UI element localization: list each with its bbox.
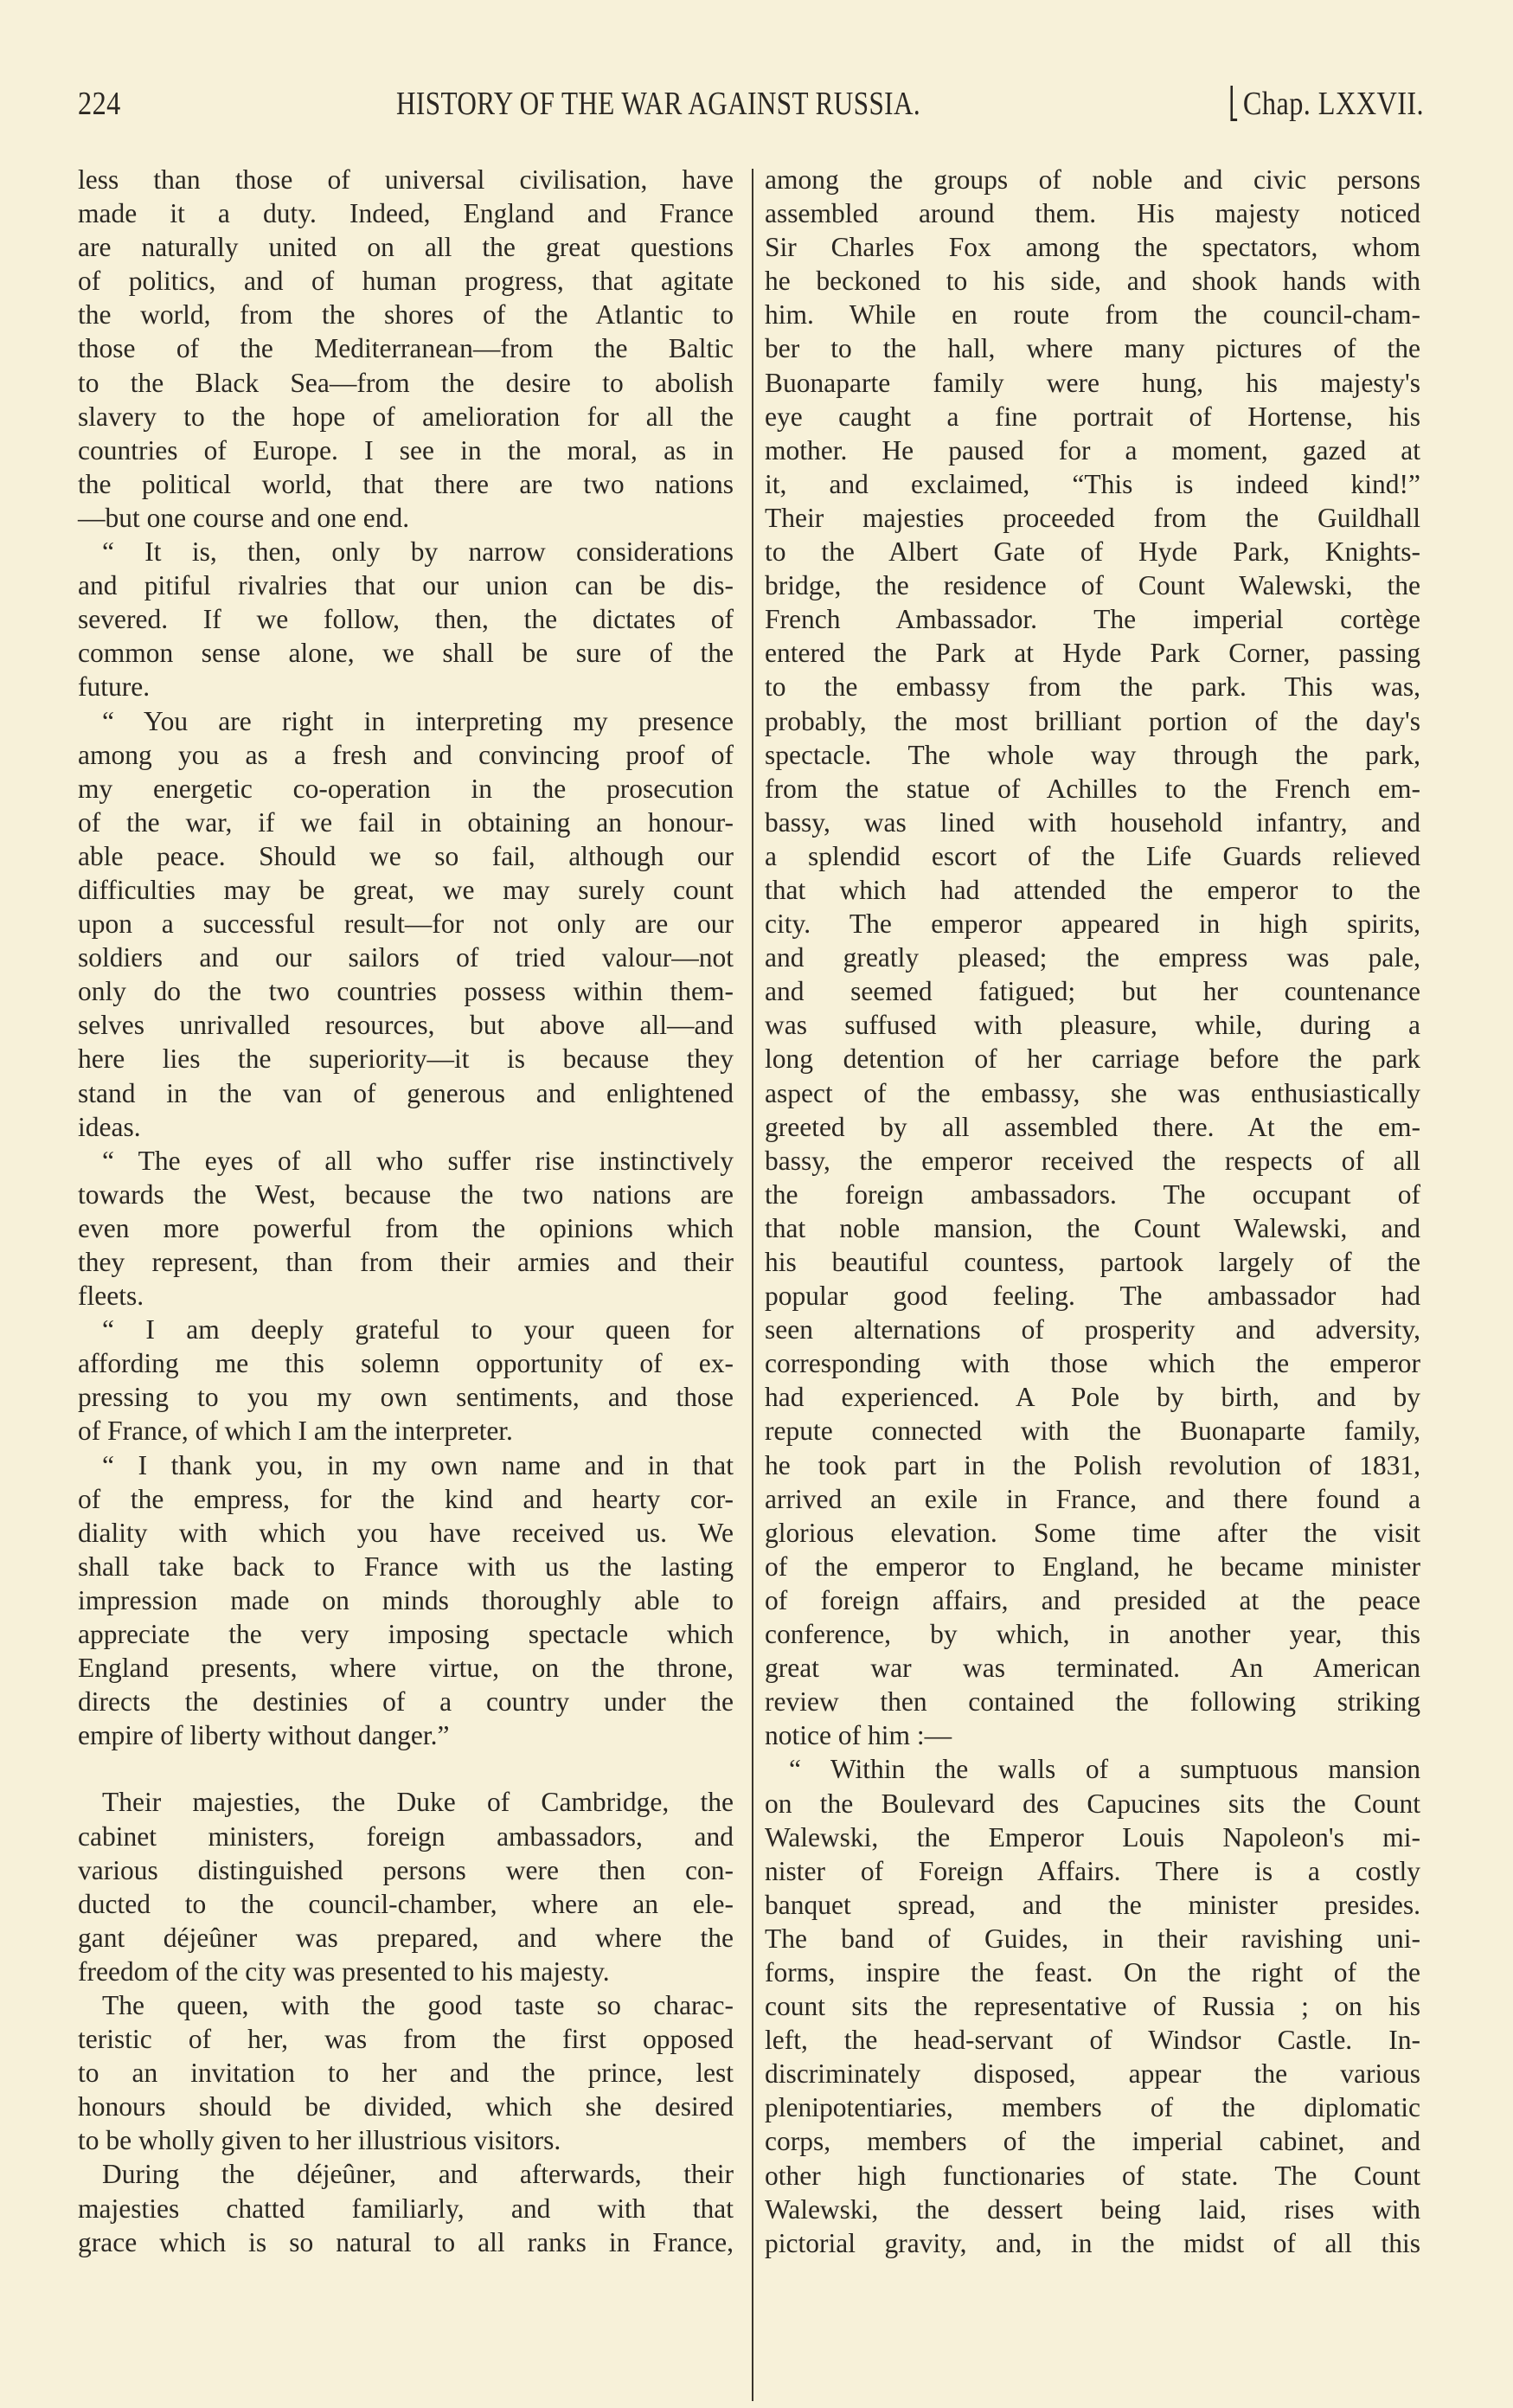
- text-line: of the emperor to England, he became minister: [765, 1551, 1420, 1582]
- paragraph: [78, 1448, 734, 1753]
- text-line: towards the West, because the two nations are: [78, 1178, 734, 1210]
- text-line: assembled around them. His majesty noticed: [765, 198, 1420, 229]
- text-line: entered the Park at Hyde Park Corner, passing: [765, 638, 1420, 669]
- text-line: corresponding with those which the emperor: [765, 1348, 1420, 1379]
- text-line: popular good feeling. The ambassador had: [765, 1281, 1420, 1312]
- running-title: HISTORY OF THE WAR AGAINST RUSSIA.: [396, 86, 921, 122]
- text-line: probably, the most brilliant portion of the day's: [765, 705, 1420, 736]
- text-line: Sir Charles Fox among the spectators, whom: [765, 232, 1420, 263]
- text-line: affording me this solemn opportunity of ex-: [78, 1348, 734, 1379]
- text-line: left, the head-servant of Windsor Castle. In-: [765, 2025, 1420, 2056]
- text-line: pictorial gravity, and, in the midst of all this: [765, 2227, 1420, 2258]
- text-line: greeted by all assembled there. At the em-: [765, 1111, 1420, 1142]
- text-line: French Ambassador. The imperial cortège: [765, 604, 1420, 635]
- text-line: to an invitation to her and the prince, lest: [78, 2058, 734, 2089]
- text-line: are naturally united on all the great questions: [78, 232, 734, 263]
- text-line: banquet spread, and the minister presides.: [765, 1889, 1420, 1920]
- text-line: other high functionaries of state. The Count: [765, 2160, 1420, 2191]
- text-line: to be wholly given to her illustrious visitors.: [78, 2125, 561, 2156]
- text-line: of France, of which I am the interpreter.: [78, 1416, 513, 1447]
- text-line: of the war, if we fail in obtaining an honour-: [78, 806, 734, 838]
- page-number: 224: [78, 86, 121, 122]
- text-line: Buonaparte family were hung, his majesty's: [765, 367, 1420, 398]
- text-line: empire of liberty without danger.”: [78, 1720, 450, 1751]
- text-line: city. The emperor appeared in high spirits,: [765, 909, 1420, 940]
- text-line: severed. If we follow, then, the dictates of: [78, 604, 734, 635]
- text-line: shall take back to France with us the lasting: [78, 1551, 734, 1582]
- text-line: on the Boulevard des Capucines sits the Count: [765, 1788, 1420, 1819]
- text-line: it, and exclaimed, “This is indeed kind!”: [765, 468, 1420, 499]
- text-line: a splendid escort of the Life Guards relieved: [765, 840, 1420, 871]
- text-line: had experienced. A Pole by birth, and by: [765, 1382, 1420, 1413]
- text-line: my energetic co-operation in the prosecution: [78, 773, 734, 804]
- text-line: he beckoned to his side, and shook hands with: [765, 266, 1420, 297]
- text-line: diality with which you have received us. We: [78, 1517, 734, 1548]
- text-line: bridge, the residence of Count Walewski, the: [765, 570, 1420, 601]
- text-line: During the déjeûner, and afterwards, their: [102, 2159, 734, 2190]
- text-line: long detention of her carriage before the park: [765, 1043, 1420, 1075]
- text-line: arrived an exile in France, and there found a: [765, 1483, 1420, 1514]
- text-line: common sense alone, we shall be sure of the: [78, 638, 734, 669]
- text-line: majesties chatted familiarly, and with that: [78, 2193, 734, 2224]
- text-line: only do the two countries possess within them-: [78, 976, 734, 1007]
- text-line: cabinet ministers, foreign ambassadors, and: [78, 1820, 734, 1852]
- text-line: discriminately disposed, appear the various: [765, 2058, 1420, 2090]
- text-line: bassy, was lined with household infantry, and: [765, 806, 1420, 838]
- text-line: was suffused with pleasure, while, during a: [765, 1010, 1420, 1041]
- text-line: they represent, than from their armies and their: [78, 1247, 734, 1277]
- text-line: “ I am deeply grateful to your queen for: [102, 1314, 734, 1345]
- paragraph: [78, 1313, 734, 1448]
- text-line: nister of Foreign Affairs. There is a costly: [765, 1855, 1420, 1886]
- text-line: Walewski, the dessert being laid, rises with: [765, 2193, 1420, 2225]
- text-line: made it a duty. Indeed, England and France: [78, 198, 734, 229]
- text-line: mother. He paused for a moment, gazed at: [765, 434, 1420, 466]
- text-line: that which had attended the emperor to the: [765, 874, 1420, 905]
- text-line: and greatly pleased; the empress was pale,: [765, 942, 1420, 973]
- paragraph: [78, 535, 734, 703]
- text-line: “ You are right in interpreting my presence: [102, 705, 734, 736]
- text-line: The queen, with the good taste so charac-: [102, 1989, 734, 2020]
- text-line: spectacle. The whole way through the park,: [765, 739, 1420, 770]
- text-line: pressing to you my own sentiments, and those: [78, 1382, 734, 1413]
- text-line: honours should be divided, which she desired: [78, 2091, 734, 2122]
- text-line: difficulties may be great, we may surely count: [78, 874, 734, 905]
- text-line: review then contained the following striking: [765, 1686, 1420, 1718]
- text-line: eye caught a fine portrait of Hortense, his: [765, 401, 1420, 432]
- text-line: aspect of the embassy, she was enthusiastically: [765, 1077, 1420, 1108]
- text-line: appreciate the very imposing spectacle which: [78, 1619, 734, 1650]
- text-line: to the embassy from the park. This was,: [765, 671, 1420, 703]
- text-line: slavery to the hope of amelioration for all the: [78, 401, 734, 432]
- text-line: various distinguished persons were then con-: [78, 1854, 734, 1885]
- text-line: of foreign affairs, and presided at the peace: [765, 1584, 1420, 1615]
- text-line: bassy, the emperor received the respects of all: [765, 1145, 1420, 1176]
- text-line: Their majesties proceeded from the Guildhall: [765, 502, 1420, 533]
- text-line: Walewski, the Emperor Louis Napoleon's mi-: [765, 1821, 1420, 1853]
- text-line: among the groups of noble and civic persons: [765, 164, 1420, 195]
- text-line: of politics, and of human progress, that agitate: [78, 266, 734, 297]
- text-line: England presents, where virtue, on the throne,: [78, 1653, 734, 1684]
- text-line: “ Within the walls of a sumptuous mansion: [789, 1754, 1420, 1785]
- paragraph: [78, 1785, 734, 1988]
- text-line: teristic of her, was from the first opposed: [78, 2024, 734, 2055]
- text-line: able peace. Should we so fail, although our: [78, 840, 734, 871]
- text-line: he took part in the Polish revolution of 1831,: [765, 1449, 1420, 1480]
- paragraph: [78, 1144, 734, 1313]
- left-column: [78, 163, 734, 2259]
- text-line: plenipotentiaries, members of the diplomatic: [765, 2092, 1420, 2123]
- text-line: —but one course and one end.: [78, 502, 410, 533]
- text-line: and seemed fatigued; but her countenance: [765, 976, 1420, 1007]
- text-line: and pitiful rivalries that our union can be dis-: [78, 570, 734, 601]
- text-line: great war was terminated. An American: [765, 1653, 1420, 1684]
- text-line: future.: [78, 671, 151, 703]
- text-line: that noble mansion, the Count Walewski, and: [765, 1212, 1420, 1243]
- paragraph: [765, 1752, 1420, 2259]
- paragraph: [765, 163, 1420, 1752]
- paragraph: [78, 704, 734, 1144]
- text-line: ducted to the council-chamber, where an ele-: [78, 1888, 734, 1919]
- paragraph: [78, 163, 734, 535]
- text-line: even more powerful from the opinions which: [78, 1212, 734, 1243]
- right-column: [765, 163, 1420, 2260]
- text-line: grace which is so natural to all ranks in France,: [78, 2226, 734, 2257]
- text-line: among you as a fresh and convincing proof of: [78, 739, 734, 770]
- text-line: forms, inspire the feast. On the right of the: [765, 1956, 1420, 1987]
- text-line: less than those of universal civilisation, have: [78, 164, 734, 195]
- text-line: the foreign ambassadors. The occupant of: [765, 1178, 1420, 1210]
- paragraph: [78, 2157, 734, 2258]
- text-line: repute connected with the Buonaparte family,: [765, 1416, 1420, 1447]
- text-line: glorious elevation. Some time after the visit: [765, 1517, 1420, 1548]
- text-line: impression made on minds thoroughly able to: [78, 1584, 734, 1615]
- text-line: him. While en route from the council-cham-: [765, 299, 1420, 331]
- chapter-text: Chap. LXXVII.: [1242, 86, 1424, 122]
- text-line: soldiers and our sailors of tried valour—not: [78, 942, 734, 973]
- page-header: [78, 85, 1424, 128]
- text-line: The band of Guides, in their ravishing uni-: [765, 1923, 1420, 1954]
- text-line: ideas.: [78, 1111, 141, 1142]
- text-line: conference, by which, in another year, this: [765, 1619, 1420, 1650]
- text-line: selves unrivalled resources, but above all—and: [78, 1010, 734, 1041]
- text-line: “ It is, then, only by narrow considerations: [102, 536, 734, 568]
- text-line: count sits the representative of Russia ; on his: [765, 1991, 1420, 2022]
- paragraph: [78, 1988, 734, 2157]
- text-line: Their majesties, the Duke of Cambridge, the: [102, 1787, 734, 1818]
- text-line: his beautiful countess, partook largely of the: [765, 1247, 1420, 1277]
- text-line: “ I thank you, in my own name and in that: [102, 1449, 734, 1480]
- text-line: stand in the van of generous and enlightened: [78, 1077, 734, 1108]
- bracket-mark: [1230, 86, 1237, 121]
- text-line: to the Albert Gate of Hyde Park, Knights-: [765, 536, 1420, 568]
- text-line: upon a successful result—for not only are our: [78, 909, 734, 940]
- text-line: countries of Europe. I see in the moral, as in: [78, 434, 734, 466]
- text-line: of the empress, for the kind and hearty cor-: [78, 1483, 734, 1514]
- text-line: those of the Mediterranean—from the Baltic: [78, 333, 734, 364]
- text-line: here lies the superiority—it is because they: [78, 1043, 734, 1075]
- text-line: from the statue of Achilles to the French em-: [765, 773, 1420, 804]
- text-line: freedom of the city was presented to his majesty.: [78, 1955, 610, 1987]
- text-line: to the Black Sea—from the desire to abolish: [78, 367, 734, 398]
- text-line: gant déjeûner was prepared, and where the: [78, 1922, 734, 1953]
- chapter-label: [1230, 85, 1424, 123]
- text-line: the political world, that there are two nations: [78, 468, 734, 499]
- text-line: corps, members of the imperial cabinet, and: [765, 2126, 1420, 2157]
- text-line: directs the destinies of a country under the: [78, 1686, 734, 1718]
- text-line: ber to the hall, where many pictures of the: [765, 333, 1420, 364]
- text-line: fleets.: [78, 1281, 144, 1312]
- text-line: notice of him :—: [765, 1720, 952, 1751]
- text-line: seen alternations of prosperity and adversity,: [765, 1314, 1420, 1345]
- text-line: the world, from the shores of the Atlantic to: [78, 299, 734, 331]
- column-divider: [752, 169, 753, 2401]
- text-line: “ The eyes of all who suffer rise instinctively: [102, 1145, 734, 1176]
